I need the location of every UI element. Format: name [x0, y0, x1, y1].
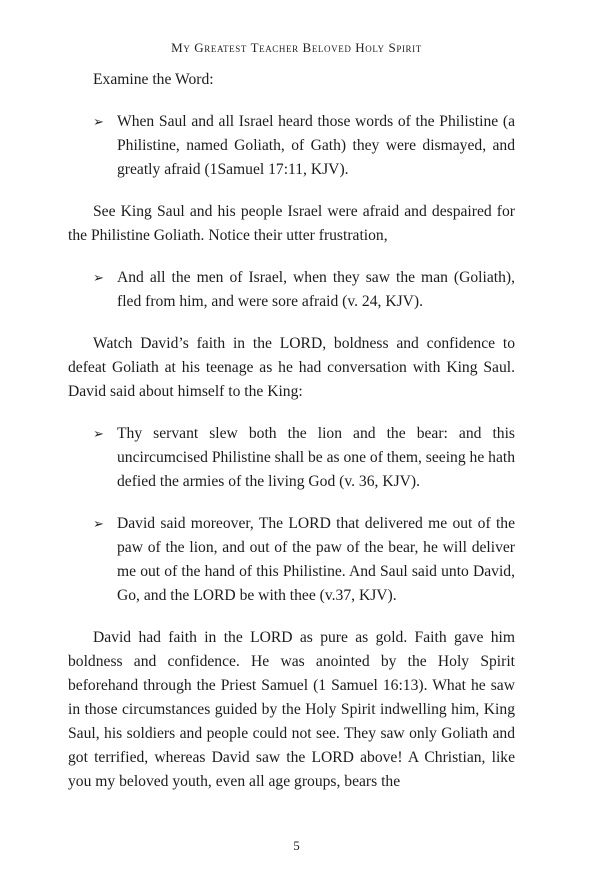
paragraph-davids-faith: Watch David’s faith in the LORD, boldness and confidence to defeat Goliath at his teenage as he had conversation with King Saul. David said about himself to the King:: [68, 335, 515, 400]
scripture-bullet-1: [68, 110, 515, 182]
arrow-bullet-icon: ➢: [93, 426, 104, 441]
arrow-bullet-icon: ➢: [93, 516, 104, 531]
scripture-bullet-2: [68, 266, 515, 314]
page-number: 5: [293, 838, 300, 853]
scripture-bullet-text: David said moreover, The LORD that delivered me out of the paw of the lion, and out of the paw of the bear, he will deliver me out of the hand of this Philistine. And Saul said unto David, Go, and the LORD be with thee (v.37, KJV).: [117, 515, 515, 604]
running-head: My Greatest Teacher Beloved Holy Spirit: [171, 40, 422, 55]
scripture-bullet-text: When Saul and all Israel heard those words of the Philistine (a Philistine, named Goliath, of Gath) they were dismayed, and greatly afraid (1Samuel 17:11, KJV).: [117, 113, 515, 178]
scripture-bullet-text: And all the men of Israel, when they saw the man (Goliath), fled from him, and were sore afraid (v. 24, KJV).: [117, 269, 515, 310]
page-body: [68, 68, 515, 794]
paragraph-examine: Examine the Word:: [93, 71, 214, 88]
scripture-bullet-4: [68, 512, 515, 608]
arrow-bullet-icon: ➢: [93, 270, 104, 285]
paragraph-pure-gold: David had faith in the LORD as pure as gold. Faith gave him boldness and confidence. He was anointed by the Holy Spirit beforehand through the Priest Samuel (1 Samuel 16:13). What he saw in those circumstances guided by the Holy Spirit indwelling him, King Saul, his soldiers and people could not see. They saw only Goliath and got terrified, whereas David saw the LORD above! A Christian, like you my beloved youth, even all age groups, bears the: [68, 629, 515, 790]
scripture-bullet-text: Thy servant slew both the lion and the bear: and this uncircumcised Philistine shall be as one of them, seeing he hath defied the armies of the living God (v. 36, KJV).: [117, 425, 515, 490]
scripture-bullet-3: [68, 422, 515, 494]
paragraph-king-saul: See King Saul and his people Israel were afraid and despaired for the Philistine Goliath. Notice their utter frustration,: [68, 203, 515, 244]
arrow-bullet-icon: ➢: [93, 114, 104, 129]
